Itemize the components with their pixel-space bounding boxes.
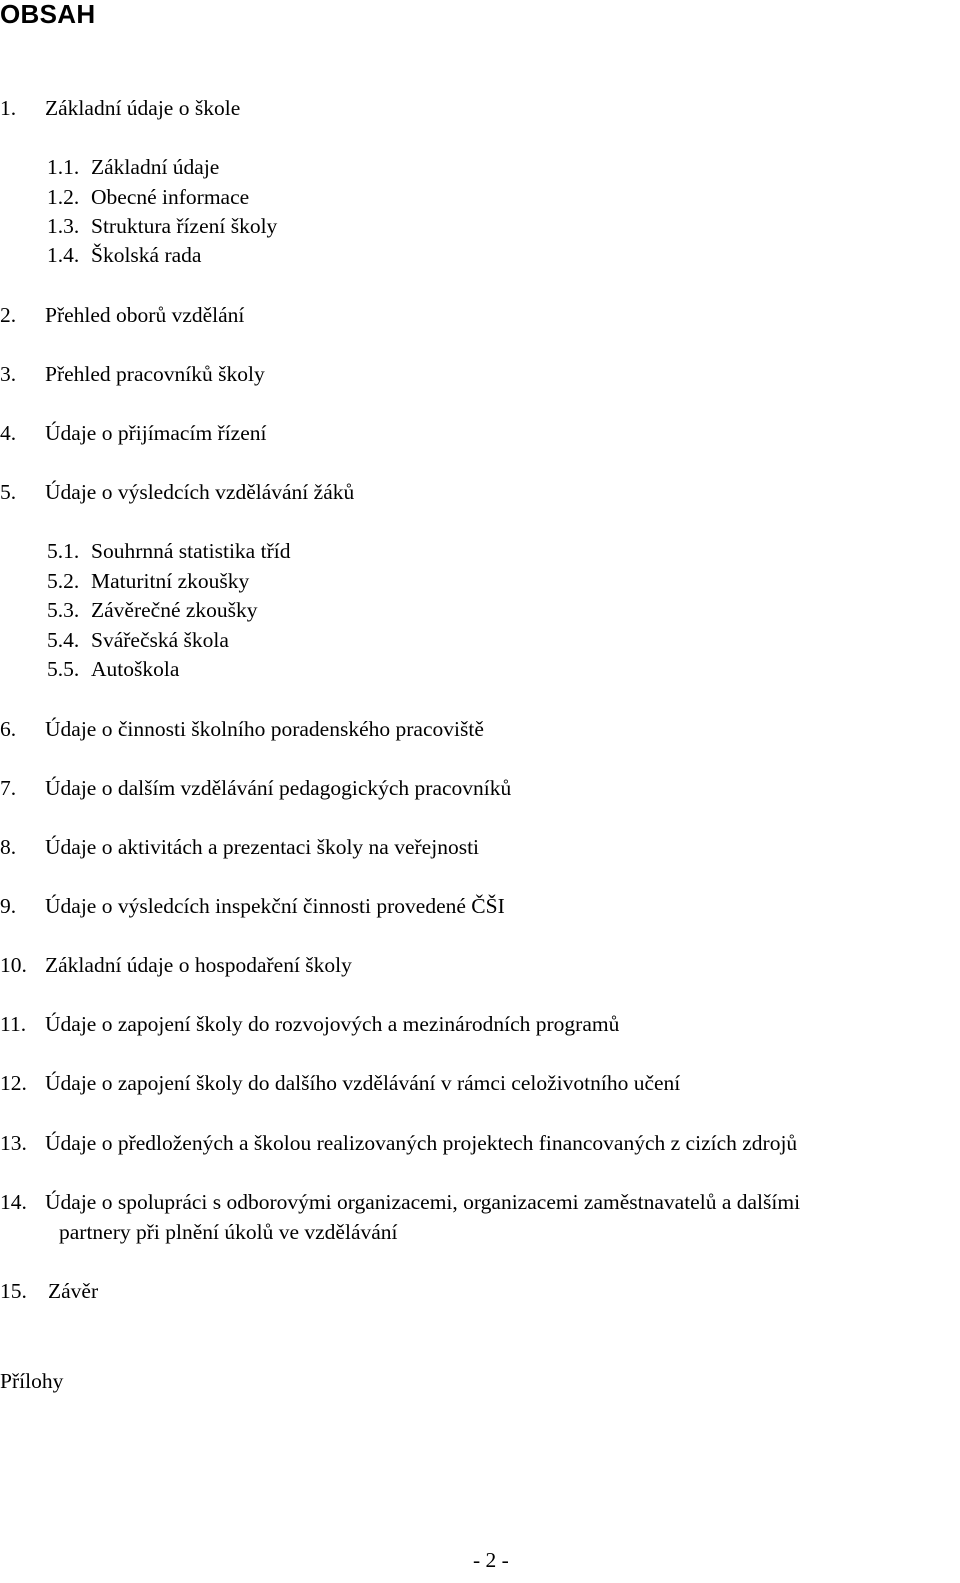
toc-entry-number: 5.4. (47, 628, 80, 652)
toc-subentry (47, 654, 179, 684)
toc-entry (0, 1068, 680, 1098)
toc-subentry (47, 536, 290, 566)
toc-entry-text: Souhrnná statistika tříd (91, 539, 291, 563)
toc-entry-text: Základní údaje (91, 155, 220, 179)
toc-entry (0, 1009, 619, 1039)
toc-entry-text: Údaje o zapojení školy do dalšího vzdělávání v rámci celoživotního učení (45, 1071, 681, 1095)
toc-entry-text: Základní údaje o škole (45, 96, 241, 120)
toc-entry-number: 5.2. (47, 569, 80, 593)
toc-entry-number: 5.3. (47, 598, 80, 622)
toc-entry-number: 1. (0, 96, 17, 120)
toc-entry-text: Údaje o aktivitách a prezentaci školy na veřejnosti (45, 835, 480, 859)
toc-entry (0, 1276, 98, 1306)
toc-entry-number: 12. (0, 1071, 27, 1095)
appendix-heading: Přílohy (0, 1369, 64, 1393)
toc-entry-number: 7. (0, 776, 17, 800)
toc-entry (0, 359, 265, 389)
toc-entry-number: 2. (0, 303, 17, 327)
toc-entry-text: Údaje o výsledcích vzdělávání žáků (45, 480, 355, 504)
toc-entry-text: Struktura řízení školy (91, 214, 278, 238)
toc-entry-number: 4. (0, 421, 17, 445)
toc-entry (0, 1128, 797, 1158)
toc-entry (0, 418, 267, 448)
toc-entry-text: Údaje o dalším vzdělávání pedagogických pracovníků (45, 776, 512, 800)
toc-subentry (47, 595, 258, 625)
toc-entry-text: Závěrečné zkoušky (91, 598, 258, 622)
toc-subentry (47, 211, 277, 241)
toc-entry-text: Údaje o činnosti školního poradenského pracoviště (45, 717, 484, 741)
toc-subentry (47, 625, 229, 655)
toc-entry (0, 300, 244, 330)
toc-entry-number: 8. (0, 835, 17, 859)
toc-entry-number: 3. (0, 362, 17, 386)
toc-entry-number: 5. (0, 480, 17, 504)
toc-entry-number: 6. (0, 717, 17, 741)
toc-entry (0, 832, 479, 862)
page-number: - 2 - (473, 1548, 509, 1572)
toc-entry (0, 773, 511, 803)
toc-entry-text: Základní údaje o hospodaření školy (45, 953, 352, 977)
toc-entry-text: Údaje o spolupráci s odborovými organizacemi, organizacemi zaměstnavatelů a dalšími (45, 1190, 801, 1214)
toc-entry-number: 15. (0, 1279, 27, 1303)
toc-entry-number: 1.2. (47, 185, 80, 209)
toc-entry-text: Údaje o zapojení školy do rozvojových a mezinárodních programů (45, 1012, 620, 1036)
toc-subentry (47, 182, 249, 212)
toc-entry-text: Závěr (48, 1279, 99, 1303)
toc-entry-number: 13. (0, 1131, 27, 1155)
toc-entry-number: 10. (0, 953, 27, 977)
toc-entry-number: 14. (0, 1190, 27, 1214)
toc-entry-number: 9. (0, 894, 17, 918)
toc-entry (0, 93, 240, 123)
toc-entry-text: Údaje o přijímacím řízení (45, 421, 267, 445)
toc-entry-text: Svářečská škola (91, 628, 229, 652)
toc-entry-text: Údaje o výsledcích inspekční činnosti provedené ČŠI (45, 894, 505, 918)
toc-subentry (47, 240, 201, 270)
toc-entry-number: 1.3. (47, 214, 80, 238)
toc-entry-text: Maturitní zkoušky (91, 569, 250, 593)
toc-entry-number: 1.1. (47, 155, 80, 179)
toc-entry-text: Přehled pracovníků školy (45, 362, 265, 386)
document-title: OBSAH (0, 0, 96, 29)
toc-entry-text: Autoškola (91, 657, 180, 681)
toc-entry (0, 714, 484, 744)
toc-subentry (47, 566, 249, 596)
toc-entry-number: 11. (0, 1012, 27, 1036)
toc-entry (0, 1187, 800, 1217)
toc-entry-number: 5.1. (47, 539, 80, 563)
toc-entry-continuation: partnery při plnění úkolů ve vzdělávání (59, 1220, 398, 1244)
toc-entry-number: 1.4. (47, 243, 80, 267)
toc-entry-text: Přehled oborů vzdělání (45, 303, 245, 327)
toc-entry-text: Obecné informace (91, 185, 250, 209)
toc-entry (0, 950, 352, 980)
toc-entry (0, 891, 505, 921)
toc-entry (0, 477, 354, 507)
toc-entry-text: Školská rada (91, 243, 202, 267)
toc-entry-number: 5.5. (47, 657, 80, 681)
toc-entry-text: Údaje o předložených a školou realizovaných projektech financovaných z cizích zdrojů (45, 1131, 798, 1155)
toc-subentry (47, 152, 219, 182)
